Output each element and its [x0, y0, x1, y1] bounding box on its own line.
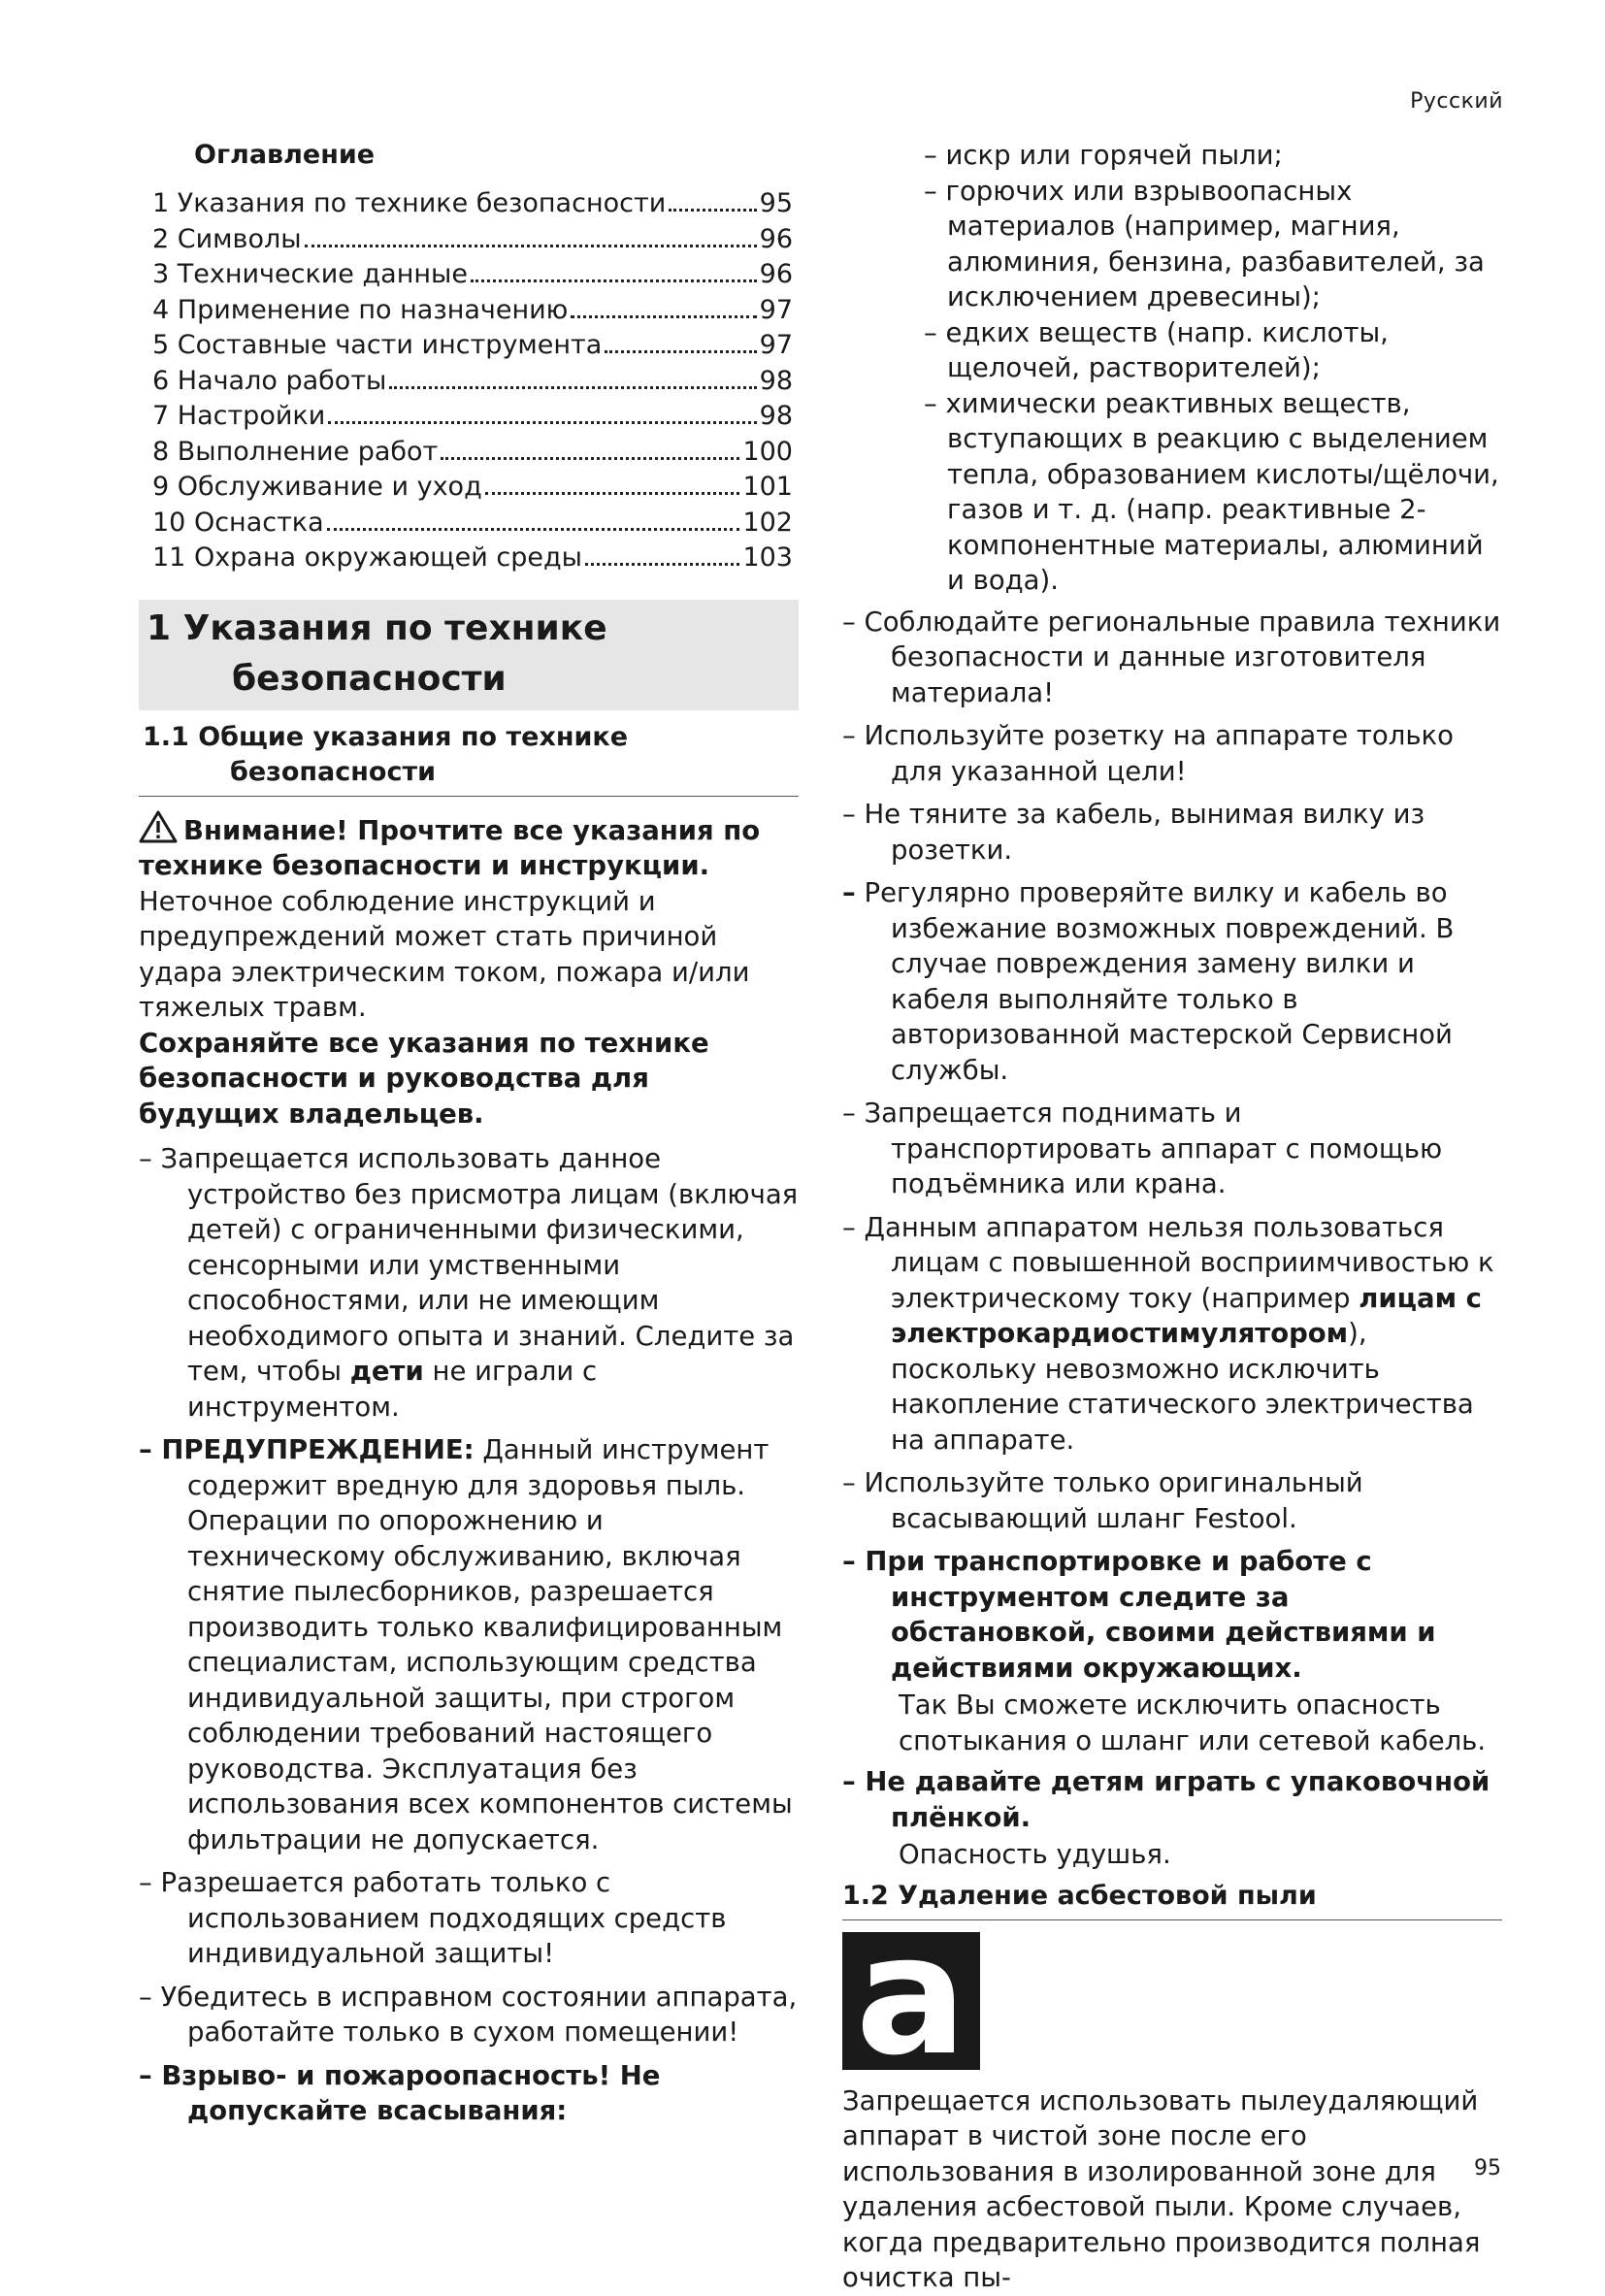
toc-item-label: 8 Выполнение работ: [152, 436, 439, 467]
bullet-text: – Запрещается использовать данное устройство без присмотра лицам (включая детей) с ограниченными физическими, сенсорными или умственными способностями, или не имеющим необходимого опыта и знаний. Следите за тем, чтобы: [139, 1143, 799, 1387]
section-1-heading: [139, 600, 799, 710]
bullet-dash: –: [842, 877, 856, 908]
suffocation-note: Опасность удушья.: [899, 1839, 1171, 1870]
bullet-unsupervised: [139, 1141, 799, 1425]
toc-item-label: 7 Настройки: [152, 401, 326, 431]
bullet-warning-dust: [139, 1432, 799, 1857]
bullet-original-hose: – Используйте только оригинальный всасывающий шланг Festool.: [842, 1467, 1363, 1534]
transport-note: Так Вы сможете исключить опасность спотыкания о шланг или сетевой кабель.: [899, 1689, 1487, 1756]
bullet-bold: – Не давайте детям играть с упаковочной плёнкой.: [842, 1766, 1490, 1833]
toc-item-label: 11 Охрана окружающей среды: [152, 542, 582, 573]
bullet-transport: [842, 1544, 1502, 1686]
toc-item-page: 96: [759, 223, 793, 254]
bullet-bold: – При транспортировке и работе с инструментом следите за обстановкой, своими действиями и действиями окружающих.: [842, 1546, 1436, 1684]
warning-paragraph: [139, 810, 799, 1026]
bullet-bold: дети: [349, 1356, 424, 1387]
subsection-1-2-heading: 1.2 Удаление асбестовой пыли: [842, 1879, 1502, 1920]
toc-item-page: 101: [742, 472, 793, 502]
toc-leader-dots: [305, 245, 757, 247]
bullet-explosion-hazard: [139, 2058, 799, 2129]
toc-item-label: 2 Символы: [152, 223, 302, 254]
bullet-pacemaker: [842, 1210, 1502, 1459]
bullet-text: – Данным аппаратом нельзя пользоваться лицам с повышенной восприимчивостью к электрическому току (например: [842, 1211, 1494, 1314]
toc-item[interactable]: [152, 186, 793, 222]
toc-item[interactable]: [152, 541, 793, 576]
sub-bullet-caustic: – едких веществ (напр. кислоты, щелочей, растворителей);: [924, 316, 1389, 383]
toc-item-page: 98: [759, 365, 793, 396]
toc-item[interactable]: [152, 435, 793, 471]
toc-leader-dots: [571, 315, 756, 318]
sub-bullet-flammable: – горючих или взрывоопасных материалов (например, магния, алюминия, бензина, разбавителей, за исключением древесины);: [924, 175, 1485, 312]
toc-item-page: 98: [759, 401, 793, 431]
sub-bullet-reactive: – химически реактивных веществ, вступающих в реакцию с выделением тепла, образованием кислоты/щёлочи, газов и т. д. (напр. реактивные 2-компонентные материалы, алюминий и вода).: [924, 387, 1499, 596]
toc-item[interactable]: [152, 506, 793, 541]
toc-leader-dots: [669, 209, 756, 212]
toc-item[interactable]: [152, 257, 793, 293]
asbestos-paragraph: Запрещается использовать пылеудаляющий аппарат в чистой зоне после его использования в изолированной зоне для удаления асбестовой пыли. Кроме случаев, когда предварительно производится полная очистка пы-: [842, 2084, 1481, 2293]
toc-item-label: 4 Применение по назначению: [152, 294, 569, 325]
bullet-text: не играли с инструментом.: [187, 1356, 598, 1423]
page-number: 95: [1474, 2156, 1501, 2181]
keep-instructions-bold: Сохраняйте все указания по технике безопасности и руководства для будущих владельцев.: [139, 1027, 709, 1130]
bullet-protective-equipment: – Разрешается работать только с использованием подходящих средств индивидуальной защиты!: [139, 1867, 727, 1969]
toc-item[interactable]: [152, 399, 793, 435]
warning-text: Неточное соблюдение инструкций и предупреждений может стать причиной удара электрическим током, пожара и/или тяжелых травм.: [139, 885, 750, 1023]
language-label: Русский: [1410, 89, 1503, 114]
toc-leader-dots: [585, 563, 740, 566]
sub-bullet-sparks: – искр или горячей пыли;: [924, 140, 1283, 171]
keep-instructions-text: [139, 1026, 799, 1132]
bullet-check-plug: [842, 875, 1502, 1088]
bullet-text: Данный инструмент содержит вредную для здоровья пыль. Операции по опорожнению и техническому обслуживанию, включая снятие пылесборников, разрешается производить только квалифицированным специалистам, использующим средства индивидуальной защиты, при строгом соблюдении требований настоящего руководства. Эксплуатация без использования всех компонентов системы фильтрации не допускается.: [187, 1434, 793, 1855]
toc-item[interactable]: [152, 470, 793, 506]
warning-bold-text: Внимание! Прочтите все указания по технике безопасности и инструкции.: [139, 814, 761, 881]
toc-item-page: 100: [742, 436, 793, 467]
asbestos-icon: [842, 1932, 980, 2070]
bullet-lifting: – Запрещается поднимать и транспортировать аппарат с помощью подъёмника или крана.: [842, 1098, 1443, 1199]
toc-item-page: 95: [759, 188, 793, 218]
toc-item[interactable]: [152, 328, 793, 364]
bullet-bold: – ПРЕДУПРЕЖДЕНИЕ:: [139, 1434, 475, 1465]
toc-leader-dots: [327, 528, 740, 531]
bullet-children-film: [842, 1764, 1502, 1835]
bullet-text: Регулярно проверяйте вилку и кабель во избежание возможных повреждений. В случае повреждения замену вилки и кабеля выполняйте только в авторизованной мастерской Сервисной службы.: [855, 877, 1455, 1086]
toc-item-label: 1 Указания по технике безопасности: [152, 188, 667, 218]
bullet-text: ), поскольку невозможно исключить накопление статического электричества на аппарате.: [891, 1318, 1474, 1456]
warning-triangle-icon: [139, 810, 178, 843]
toc-item-page: 103: [742, 542, 793, 573]
section-1-title-line1: 1 Указания по технике: [147, 607, 607, 648]
toc-item[interactable]: [152, 364, 793, 400]
toc-title: Оглавление: [194, 140, 376, 170]
toc-item-label: 5 Составные части инструмента: [152, 330, 603, 360]
toc-leader-dots: [605, 350, 756, 353]
toc-item-page: 97: [759, 330, 793, 360]
bullet-cable: – Не тяните за кабель, вынимая вилку из розетки.: [842, 799, 1425, 866]
bullet-regional-rules: – Соблюдайте региональные правила техники безопасности и данные изготовителя материала!: [842, 606, 1501, 708]
toc-item-page: 102: [742, 507, 793, 538]
subsection-1-1-line1: 1.1 Общие указания по технике: [143, 721, 629, 752]
toc-leader-dots: [485, 492, 740, 495]
toc-item-label: 9 Обслуживание и уход: [152, 472, 482, 502]
subsection-1-1-line2: безопасности: [230, 756, 437, 787]
right-column: [842, 138, 1502, 2296]
toc-item-label: 6 Начало работы: [152, 365, 387, 396]
bullet-socket: – Используйте розетку на аппарате только для указанной цели!: [842, 720, 1454, 787]
asbestos-letter: a: [855, 1931, 967, 2070]
toc-leader-dots: [328, 421, 756, 424]
toc-item-label: 10 Оснастка: [152, 507, 324, 538]
bullet-dry-room: – Убедитесь в исправном состоянии аппарата, работайте только в сухом помещении!: [139, 1981, 798, 2048]
toc-item-page: 96: [759, 259, 793, 289]
bullet-bold: лицам с электрокардиостимулятором: [891, 1282, 1482, 1349]
bullet-bold: – Взрыво- и пожароопасность! Не допускайте всасывания:: [139, 2059, 661, 2126]
toc-item-page: 97: [759, 294, 793, 325]
toc-item[interactable]: [152, 222, 793, 258]
section-1-title-line2: безопасности: [232, 658, 507, 699]
toc-leader-dots: [441, 457, 739, 460]
toc-leader-dots: [389, 386, 756, 389]
toc-item[interactable]: [152, 293, 793, 329]
toc-leader-dots: [471, 279, 757, 282]
toc-list: [139, 186, 799, 576]
left-column: [139, 138, 799, 2137]
subsection-1-1-heading: [139, 720, 799, 797]
toc-item-label: 3 Технические данные: [152, 259, 468, 289]
